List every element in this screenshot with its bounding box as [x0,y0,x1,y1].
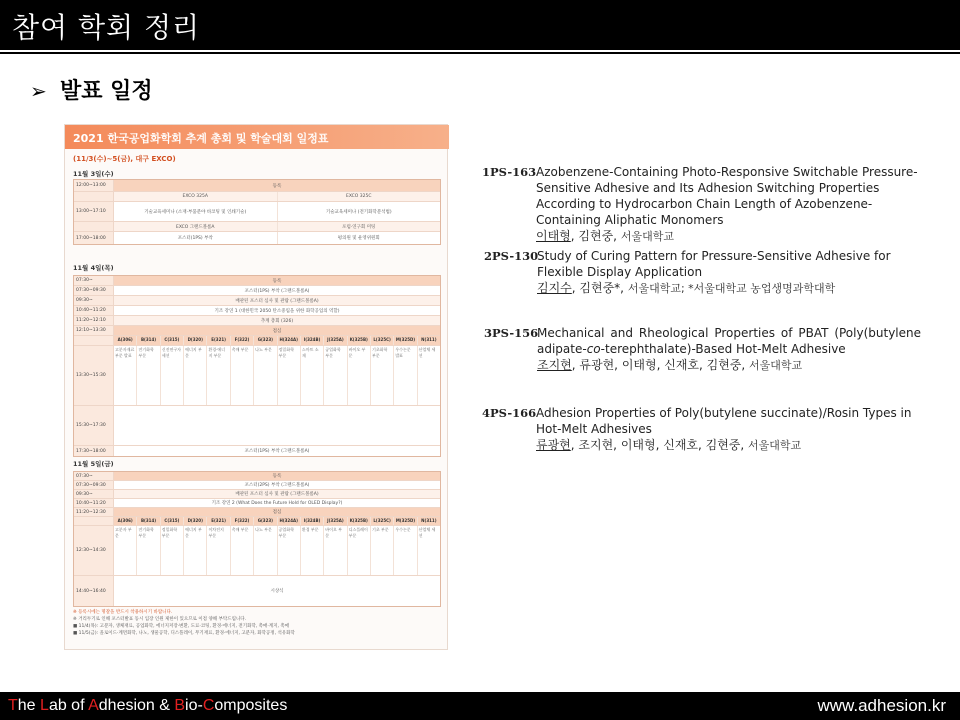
schedule-grid-cell: 산업체 세션 [418,527,436,538]
schedule-grid-cell: I(324B) [301,336,324,345]
table-row: 14:40~16:40 시상식 [74,576,440,606]
schedule-grid-cell: N(311) [418,517,440,525]
schedule-grid-cell: 스마트 소재 [301,346,324,405]
table-row: 17:00~18:00 포스터(1PS) 부착 평의원 및 운영위원회 [74,232,440,244]
day2-room-header [74,336,440,346]
table-row: 09:30~ 배관된 포스터 심사 및 관람 (그랜드볼룸A) [74,296,440,306]
presentation-code: 1PS-163 [482,165,537,179]
schedule-grid-cell: N(311) [418,336,440,345]
presentation-authors: 류광현, 조지현, 이태형, 신재호, 김현중, 서울대학교 [536,438,802,452]
schedule-grid-cell: 나노 부문 [254,526,277,575]
table-row: 15:30~17:30 [74,406,440,446]
schedule-grid-cell: 환경 부문 [301,526,324,575]
table-row: 12:30~14:30 고분자 부문 전기화학 부문 정밀화학 부문 에너지 부문 이차전지 부문 촉매 부문 나노 부문 공업화학 부문 환경 부문 바이오 부문 디스플레이 부문 기초 부문 우수논문 산업체 세션 [74,526,440,576]
schedule-grid-cell: D(320) [184,517,207,525]
schedule-grid-cell: 정밀화학 부문 [278,346,301,405]
schedule-grid-cell: 고분자재료 부문 발표 [114,346,137,405]
schedule-grid-cell: J(325A) [324,336,347,345]
table-row: 10:40~11:20 기조 강연 2 (What Does the Future Hold for OLED Display?) [74,499,440,508]
day2-table [73,275,441,457]
section-heading [30,74,153,105]
schedule-grid-cell: 디스플레이 부문 [348,526,371,575]
schedule-grid-cell: 촉매 부문 [231,346,254,405]
schedule-notes: ※ 등록시에는 명찰을 반드시 착용하시기 바랍니다. ※ 거리두기로 인해 포스터발표 동시 입장 인원 제한이 있으므로 이점 양해 부탁드립니다. ■ 11/4(목): 고분자, 생체재료, 공업화학, 에너지저장·변환, 도료·코팅, 환경·에너지, 전기화학, 촉매·계지, 촉매 ■ 11/5(금): 올로이드·계면화학, 나노, 생물공학, 디스플레이, 무기재료, 환경·에너지, 고분자, 화학공정, 석유화학 [73,610,295,636]
schedule-grid-cell: 나노 부문 [254,346,277,405]
table-row: 07:30~09:30 포스터(1PS) 부착 (그랜드볼룸A) [74,286,440,296]
schedule-grid-cell: 전기화학 부문 [137,346,160,405]
table-row: 17:30~18:00 포스터(1PS) 부착 (그랜드볼룸A) [74,446,440,456]
schedule-grid-cell: K(325B) [348,517,371,525]
slide-title: 참여 학회 정리 [12,11,201,44]
schedule-grid-cell: F(322) [231,336,254,345]
table-row: 13:30~15:30 고분자재료 부문 발표 전기화학 부문 신진연구자 세션 에너지 부문 환경·에너지 부문 촉매 부문 나노 부문 정밀화학 부문 스마트 소재 공업화학 부문 바이오 부문 기초화학 부문 우수논문 발표 산업체 세션 [74,346,440,406]
table-row: 07:30~09:30 포스터(2PS) 부착 (그랜드볼룸A) [74,481,440,490]
presentation-title: Adhesion Properties of Poly(butylene succinate)/Rosin Types in Hot-Melt Adhesives [536,406,912,436]
table-row: 12:00~13:00 등록 [74,180,440,192]
schedule-grid-cell: A(306) [114,517,137,525]
schedule-grid-cell: J(325A) [324,517,347,525]
schedule-grid-cell: M(325D) [394,336,417,345]
table-row: 13:00~17:10 기술교육세미나 (소재·부품분야 바코팅 및 인쇄기술) 기술교육세미나 (전기화학분석법) [74,202,440,222]
arrow-bullet-icon: ➢ [30,79,47,103]
schedule-grid-cell: 고분자 부문 [114,526,137,575]
schedule-grid-cell: 우수논문 [394,526,417,575]
schedule-grid-cell: B(314) [137,336,160,345]
schedule-grid-cell: 전기화학 부문 [137,526,160,575]
presentation-title: Azobenzene-Containing Photo-Responsive Switchable Pressure-Sensitive Adhesive and Its Adhesion Switching Properties According to Hydrocarbon Chain Length of Azobenzene-Containing Aliphatic Monomers [536,165,918,227]
schedule-grid-cell: L(325C) [371,517,394,525]
schedule-grid-cell: F(322) [231,517,254,525]
schedule-grid-cell: 환경·에너지 부문 [207,346,230,405]
schedule-grid-cell: B(314) [137,517,160,525]
table-row: 11:20~12:10 추계 총회 (326) [74,316,440,326]
schedule-grid-cell: G(323) [254,517,277,525]
schedule-title: 2021 한국공업화학회 추계 총회 및 학술대회 일정표 [65,125,449,149]
schedule-grid-cell: 에너지 부문 [184,346,207,405]
presentation-title: Mechanical and Rheological Properties of PBAT (Poly(butylene adipate-co-terephthalate)-Based Hot-Melt Adhesive [537,326,921,356]
schedule-grid-cell: K(325B) [348,336,371,345]
schedule-grid-cell: E(321) [207,336,230,345]
schedule-grid-cell: 기초화학 부문 [371,346,394,405]
schedule-grid-cell: H(324A) [278,517,301,525]
website-link[interactable]: www.adhesion.kr [817,696,946,715]
schedule-grid-cell: 촉매 부문 [231,526,254,575]
schedule-grid-cell: 공업화학 부문 [278,526,301,575]
schedule-grid-cell: E(321) [207,517,230,525]
header-bar [0,0,960,50]
schedule-grid-cell: C(315) [161,336,184,345]
schedule-grid-cell: G(323) [254,336,277,345]
day1-table [73,179,441,245]
schedule-grid-cell: L(325C) [371,336,394,345]
section-label: 발표 일정 [60,79,153,104]
table-row: EXCO 그랜드볼룸A 포럼·연구회 미팅 [74,222,440,232]
schedule-grid-cell: 이차전지 부문 [207,526,230,575]
schedule-grid-cell: A(306) [114,336,137,345]
table-row: 10:40~11:20 기조 강연 1 (대한민국 2050 탄소중립을 위한 화학공업의 역할) [74,306,440,316]
schedule-grid-cell: 산업체 세션 [418,347,436,358]
table-row: 12:10~13:30 점심 [74,326,440,336]
day1-label: 11월 3일(수) [73,170,114,178]
schedule-grid-cell: I(324B) [301,517,324,525]
schedule-grid-cell: 바이오 부문 [324,526,347,575]
presentation-authors: 조지현, 류광현, 이태형, 신재호, 김현중, 서울대학교 [537,358,803,372]
schedule-subtitle: (11/3(수)~5(금), 대구 EXCO) [73,155,176,163]
schedule-grid-cell: 바이오 부문 [348,346,371,405]
presentation-code: 2PS-130 [484,249,539,263]
schedule-grid-cell: 에너지 부문 [184,526,207,575]
schedule-grid-cell: 신진연구자 세션 [161,346,184,405]
footer-bar [0,692,960,720]
day3-room-header [74,517,440,526]
lab-name: The Lab of Adhesion & Bio-Composites [8,697,288,714]
schedule-grid-cell: 기초 부문 [371,526,394,575]
schedule-grid-cell: 정밀화학 부문 [161,526,184,575]
table-row: 11:20~12:30 점심 [74,508,440,517]
day2-label: 11월 4일(목) [73,264,114,272]
table-row: 07:30~ 등록 [74,472,440,481]
schedule-grid-cell: 공업화학 부문 [324,346,347,405]
schedule-grid-cell: 우수논문 발표 [394,346,417,405]
presentation-code: 3PS-156 [484,326,539,340]
schedule-grid-cell: C(315) [161,517,184,525]
schedule-grid-cell: M(325D) [394,517,417,525]
table-row: 07:30~ 등록 [74,276,440,286]
schedule-grid-cell: D(320) [184,336,207,345]
day3-label: 11월 5일(금) [73,460,114,468]
day3-table [73,471,441,607]
header-divider [0,52,960,54]
schedule-grid-cell: H(324A) [278,336,301,345]
table-row: 09:30~ 배관된 포스터 심사 및 관람 (그랜드볼룸A) [74,490,440,499]
presentation-authors: 김지수, 김현중*, 서울대학교; *서울대학교 농업생명과학대학 [537,281,836,295]
presentation-title: Study of Curing Pattern for Pressure-Sensitive Adhesive for Flexible Display Application [537,249,891,279]
presentation-code: 4PS-166 [482,406,537,420]
table-row: EXCO 325A EXCO 325C [74,192,440,202]
schedule-image [64,124,448,650]
presentation-authors: 이태형, 김현중, 서울대학교 [536,229,674,243]
